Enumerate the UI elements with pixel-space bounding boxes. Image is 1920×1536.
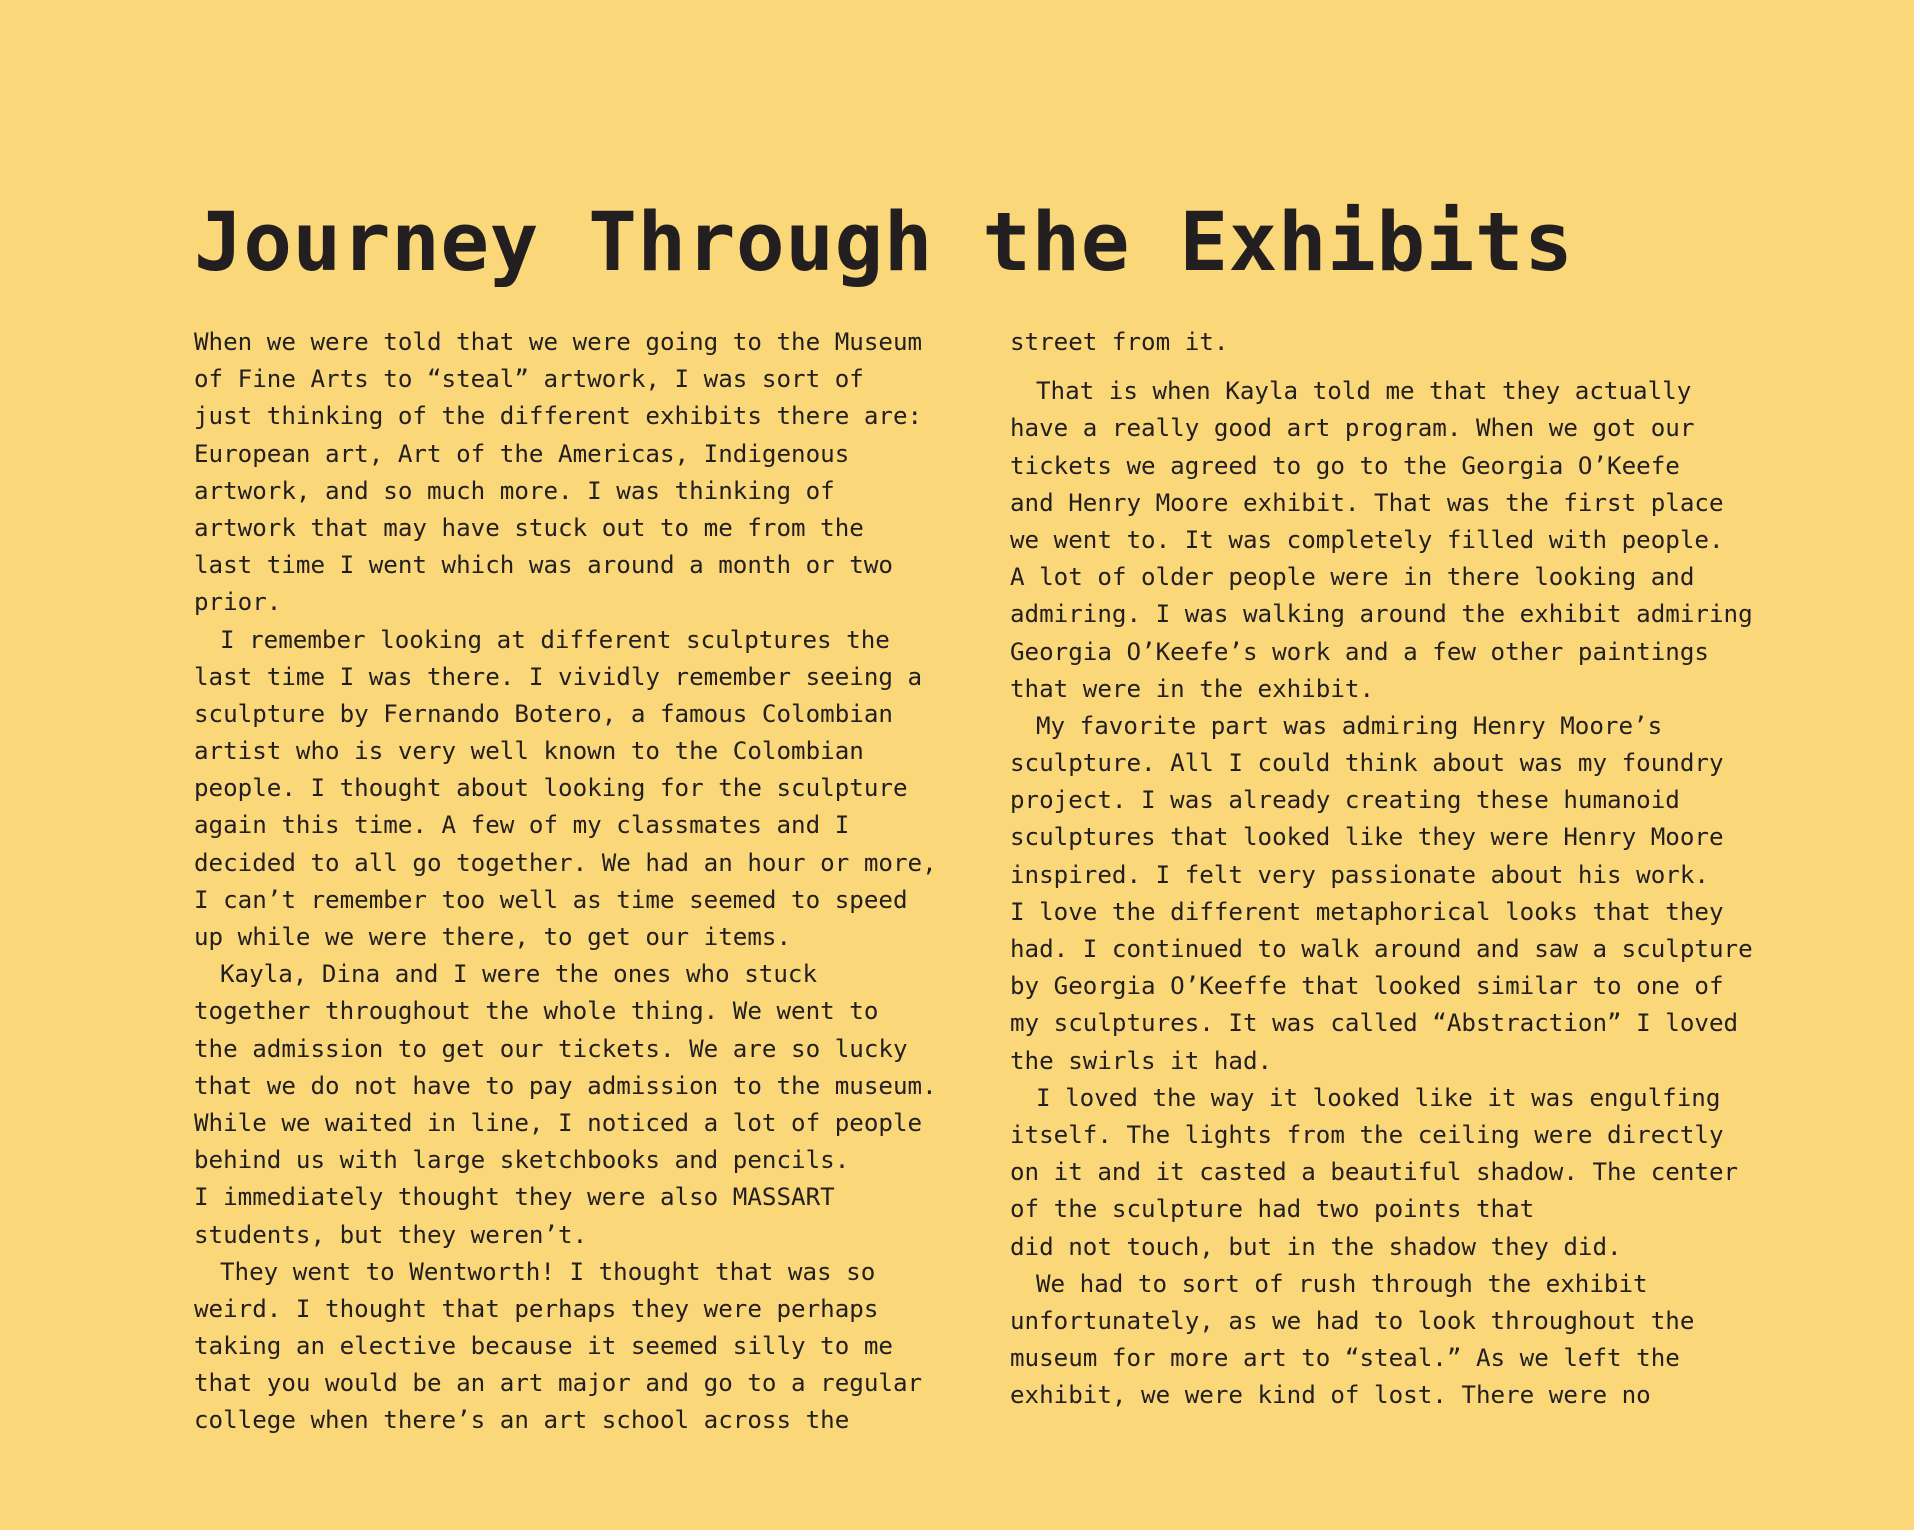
text-line: artwork that may have stuck out to me from the <box>194 513 864 542</box>
text-line: museum for more art to “steal.” As we left the <box>1010 1344 1680 1373</box>
text-line: had. I continued to walk around and saw a sculpture <box>1010 935 1753 963</box>
text-line: That is when Kayla told me that they actually <box>1036 377 1692 406</box>
text-line: sculpture. All I could think about was my foundry <box>1010 749 1724 778</box>
text-line: We had to sort of rush through the exhibit <box>1036 1269 1648 1298</box>
text-line: my sculptures. It was called “Abstraction” I loved <box>1010 1009 1739 1038</box>
text-line: by Georgia O’Keeffe that looked similar to one of <box>1010 972 1724 1001</box>
text-line: people. I thought about looking for the sculpture <box>194 774 908 803</box>
text-line: college when there’s an art school across the <box>194 1406 850 1435</box>
text-line: on it and it casted a beautiful shadow. The center <box>1010 1158 1739 1187</box>
text-line: have a really good art program. When we got our <box>1010 414 1695 443</box>
text-line: itself. The lights from the ceiling were directly <box>1010 1120 1724 1149</box>
text-line: While we waited in line, I noticed a lot of people <box>194 1108 923 1137</box>
text-line: I immediately thought they were also MASSART <box>194 1183 835 1212</box>
text-line: sculpture by Fernando Botero, a famous Colombian <box>194 699 893 728</box>
text-line: They went to Wentworth! I thought that was so <box>220 1257 876 1286</box>
text-line: artist who is very well known to the Colombian <box>194 737 864 766</box>
text-line: I remember looking at different sculptures the <box>220 625 890 654</box>
text-line: students, but they weren’t. <box>194 1220 588 1249</box>
text-line: that we do not have to pay admission to the museum. <box>194 1071 937 1100</box>
text-line: I love the different metaphorical looks that they <box>1010 897 1724 926</box>
text-line: of Fine Arts to “steal” artwork, I was sort of <box>194 365 864 394</box>
text-line: of the sculpture had two points that <box>1010 1195 1535 1224</box>
text-line: that were in the exhibit. <box>1010 674 1375 703</box>
text-line: A lot of older people were in there looking and <box>1010 563 1695 592</box>
text-line: unfortunately, as we had to look throughout the <box>1010 1306 1695 1335</box>
text-line: again this time. A few of my classmates and I <box>194 811 850 840</box>
text-line: up while we were there, to get our items. <box>194 923 792 951</box>
text-line: taking an elective because it seemed silly to me <box>194 1332 893 1361</box>
text-line: My favorite part was admiring Henry Moore’s <box>1036 711 1663 740</box>
text-line: I can’t remember too well as time seemed to speed <box>194 885 908 914</box>
text-line: inspired. I felt very passionate about his work. <box>1010 860 1709 889</box>
text-line: I loved the way it looked like it was engulfing <box>1036 1083 1721 1112</box>
text-line: tickets we agreed to go to the Georgia O’Keefe <box>1010 451 1680 480</box>
text-line: the swirls it had. <box>1010 1046 1273 1075</box>
text-line: prior. <box>194 588 282 617</box>
article-title: Journey Through the Exhibits <box>194 196 1574 290</box>
text-line: did not touch, but in the shadow they did. <box>1010 1232 1622 1261</box>
text-line: behind us with large sketchbooks and pencils. <box>194 1146 850 1175</box>
text-line: sculptures that looked like they were Henry Moore <box>1010 823 1724 852</box>
text-line: When we were told that we were going to the Museum <box>194 328 923 356</box>
text-line: admiring. I was walking around the exhibit admiring <box>1010 600 1753 629</box>
text-line: European art, Art of the Americas, Indigenous <box>194 439 850 468</box>
text-line: last time I went which was around a month or two <box>194 551 893 580</box>
text-line: decided to all go together. We had an hour or more, <box>194 848 937 877</box>
text-line: just thinking of the different exhibits there are: <box>194 402 923 431</box>
left-text-column <box>194 324 984 1440</box>
text-line: street from it. <box>1010 328 1229 356</box>
text-line: and Henry Moore exhibit. That was the first place <box>1010 488 1724 517</box>
text-line: exhibit, we were kind of lost. There were no <box>1010 1381 1651 1410</box>
text-line: Kayla, Dina and I were the ones who stuck <box>220 960 818 989</box>
text-line: together throughout the whole thing. We went to <box>194 997 879 1026</box>
text-line: Georgia O’Keefe’s work and a few other paintings <box>1010 637 1709 666</box>
right-text-column <box>1010 324 1810 1414</box>
text-line: artwork, and so much more. I was thinking of <box>194 476 835 505</box>
text-line: the admission to get our tickets. We are so lucky <box>194 1034 908 1063</box>
text-line: we went to. It was completely filled with people. <box>1010 525 1724 554</box>
text-line: last time I was there. I vividly remember seeing a <box>194 662 923 691</box>
text-line: project. I was already creating these humanoid <box>1010 786 1680 815</box>
text-line: weird. I thought that perhaps they were perhaps <box>194 1294 879 1323</box>
text-line: that you would be an art major and go to a regular <box>194 1369 923 1398</box>
